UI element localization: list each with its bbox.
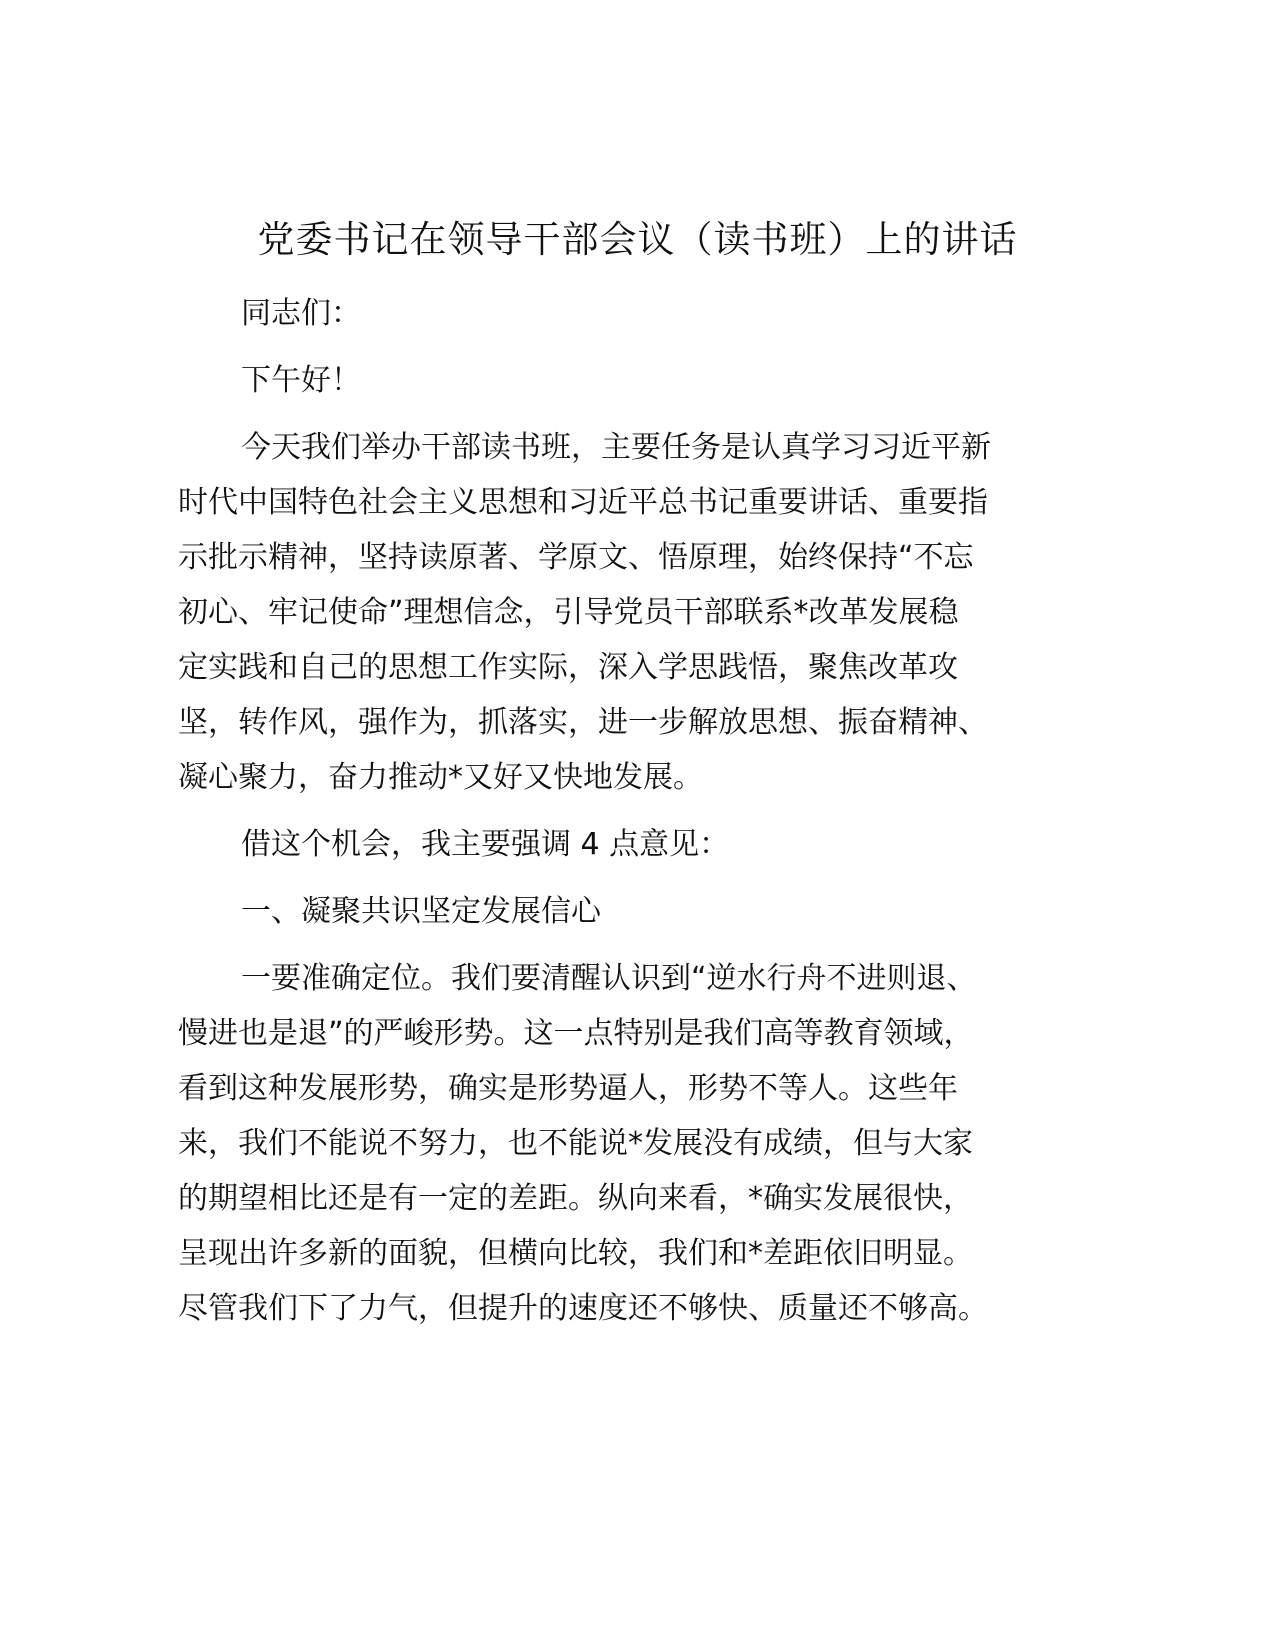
- text-line: 时代中国特色社会主义思想和习近平总书记重要讲话、重要指: [178, 485, 988, 520]
- text-line: 定实践和自己的思想工作实际，深入学思践悟，聚焦改革攻: [178, 650, 958, 685]
- paragraph: [178, 286, 1038, 341]
- document-body: [178, 286, 1038, 1348]
- text-line: 凝心聚力，奋力推动*又好又快地发展。: [178, 760, 703, 795]
- text-line: 来，我们不能说不努力，也不能说*发展没有成绩，但与大家: [178, 1126, 973, 1161]
- text-line: 同志们：: [241, 296, 361, 331]
- paragraph: [178, 951, 1038, 1336]
- paragraph: [178, 884, 1038, 939]
- text-line: 坚，转作风，强作为，抓落实，进一步解放思想、振奋精神、: [178, 705, 988, 740]
- text-line: 呈现出许多新的面貌，但横向比较，我们和*差距依旧明显。: [178, 1236, 973, 1271]
- text-line: 看到这种发展形势，确实是形势逼人，形势不等人。这些年: [178, 1071, 958, 1106]
- text-line: 下午好！: [241, 363, 361, 398]
- text-line: 一、凝聚共识坚定发展信心: [241, 894, 601, 929]
- text-line: 今天我们举办干部读书班，主要任务是认真学习习近平新: [241, 430, 991, 465]
- text-line: 慢进也是退”的严峻形势。这一点特别是我们高等教育领域，: [178, 1016, 974, 1051]
- text-line: 的期望相比还是有一定的差距。纵向来看，*确实发展很快，: [178, 1181, 973, 1216]
- text-line: 初心、牢记使命”理想信念，引导党员干部联系*改革发展稳: [178, 595, 959, 630]
- paragraph: [178, 353, 1038, 408]
- text-line: 一要准确定位。我们要清醒认识到“逆水行舟不进则退、: [241, 961, 977, 996]
- text-line: 借这个机会，我主要强调 4 点意见：: [241, 827, 730, 862]
- paragraph: [178, 420, 1038, 805]
- document-title: 党委书记在领导干部会议（读书班）上的讲话: [257, 218, 1018, 261]
- text-line: 示批示精神，坚持读原著、学原文、悟原理，始终保持“不忘: [178, 540, 974, 575]
- paragraph: [178, 817, 1038, 872]
- text-line: 尽管我们下了力气，但提升的速度还不够快、质量还不够高。: [178, 1291, 988, 1326]
